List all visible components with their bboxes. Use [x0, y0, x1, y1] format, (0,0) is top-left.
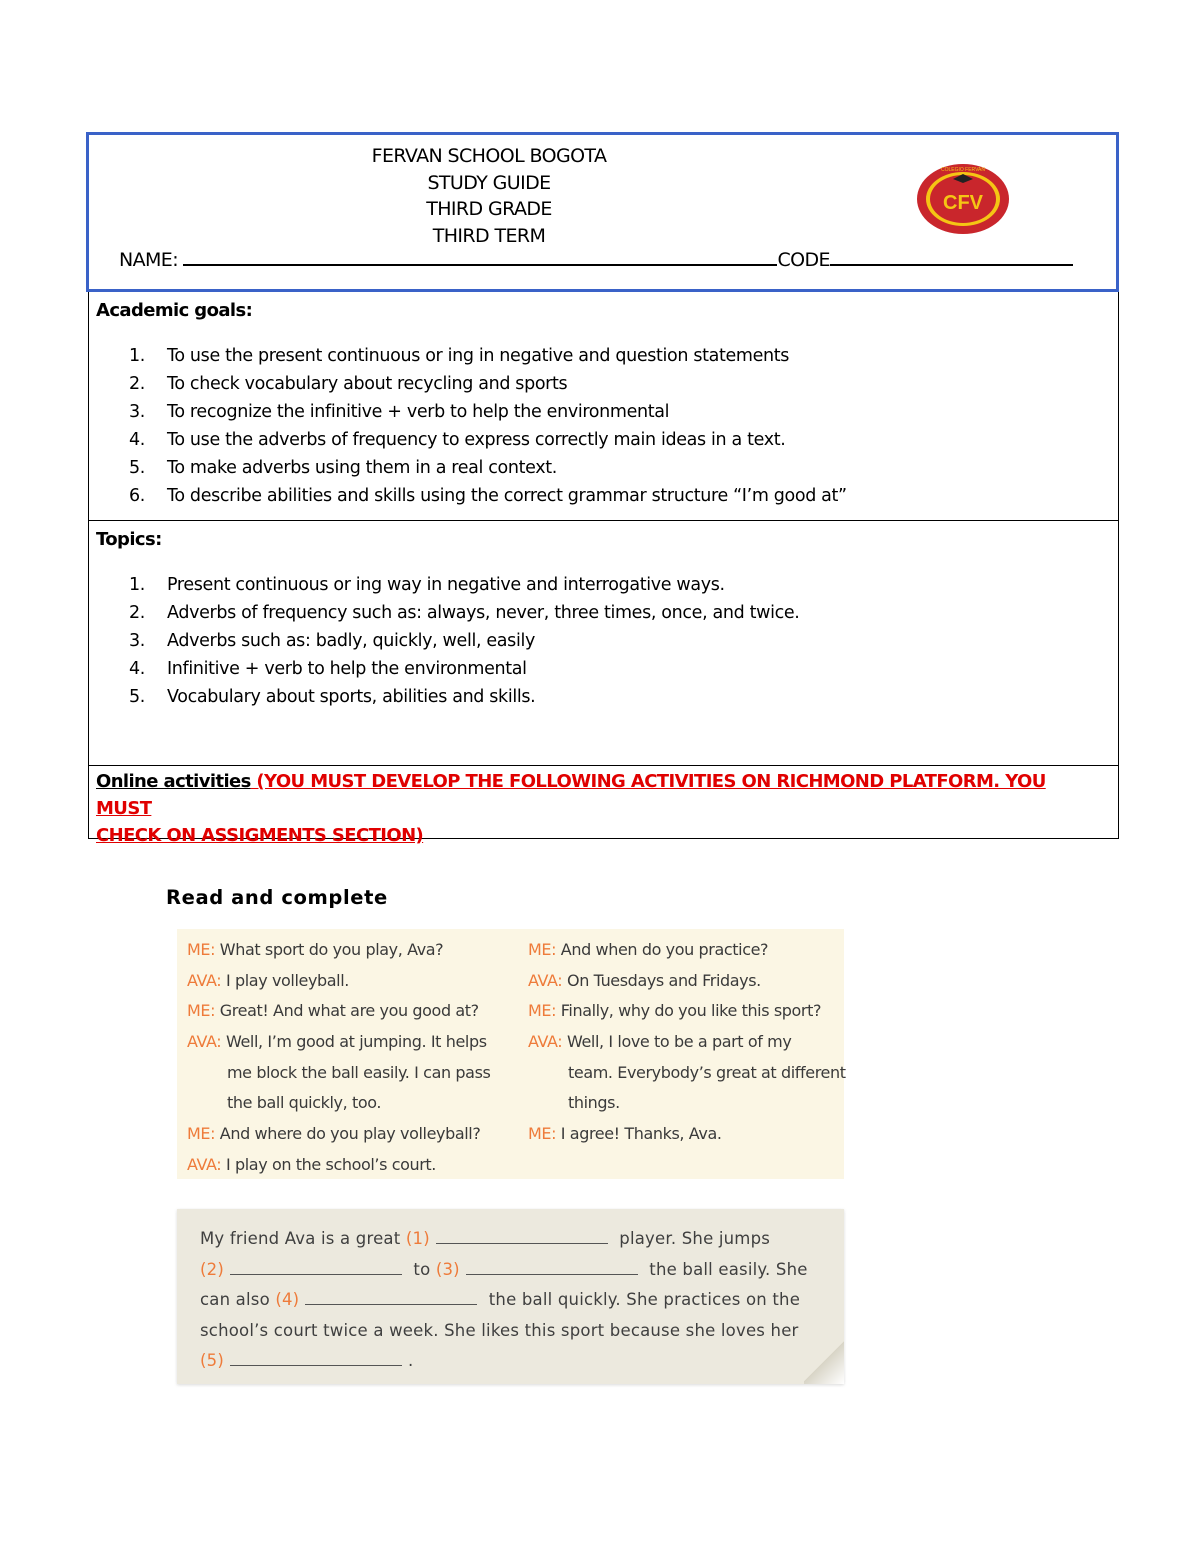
- blank-2[interactable]: [230, 1260, 402, 1275]
- school-name: FERVAN SCHOOL BOGOTA: [371, 145, 607, 167]
- online-activities-label: Online activities: [96, 771, 251, 792]
- list-item: 1. Present continuous or ing way in negative and interrogative ways.: [129, 575, 725, 595]
- list-item: 1. To use the present continuous or ing in negative and question statements: [129, 346, 790, 366]
- page-curl: [804, 1339, 844, 1384]
- dialog-line: AVA: Well, I love to be a part of my: [528, 1032, 792, 1052]
- name-field[interactable]: [183, 248, 777, 266]
- fill-in-text: [200, 1224, 808, 1377]
- logo-text: CFV: [943, 192, 983, 214]
- list-item: 2. Adverbs of frequency such as: always, never, three times, once, and twice.: [129, 603, 800, 623]
- list-item: 3. Adverbs such as: badly, quickly, well, easily: [129, 631, 535, 651]
- code-field[interactable]: [830, 248, 1073, 266]
- school-logo: [917, 163, 1009, 235]
- blank-5[interactable]: [230, 1351, 402, 1366]
- academic-goals-cell: [89, 292, 1118, 521]
- dialog-line: things.: [568, 1093, 620, 1113]
- list-item: 4. Infinitive + verb to help the environmental: [129, 659, 527, 679]
- dialog-line: AVA: I play volleyball.: [187, 970, 349, 990]
- dialog-box: [177, 929, 844, 1179]
- online-activities-cell: [89, 766, 1118, 846]
- dialog-right-column: [528, 935, 846, 1150]
- topics-list: [129, 571, 799, 711]
- online-instruction-1: (YOU MUST DEVELOP THE FOLLOWING ACTIVITIES ON RICHMOND PLATFORM. YOU MUST: [96, 771, 1046, 819]
- dialog-line: team. Everybody’s great at different: [568, 1062, 846, 1082]
- blank-4[interactable]: [305, 1290, 477, 1305]
- blank-3[interactable]: [466, 1260, 638, 1275]
- dialog-line: AVA: I play on the school’s court.: [187, 1154, 436, 1174]
- study-guide-table: [88, 132, 1119, 846]
- name-label: NAME:: [119, 249, 179, 271]
- dialog-line: ME: Great! And what are you good at?: [187, 1001, 479, 1021]
- goals-list: [129, 342, 847, 510]
- name-code-line: [119, 248, 1073, 271]
- dialog-line: ME: And where do you play volleyball?: [187, 1124, 481, 1144]
- list-item: 4. To use the adverbs of frequency to express correctly main ideas in a text.: [129, 430, 786, 450]
- fill-in-box: [177, 1209, 844, 1384]
- dialog-line: ME: And when do you practice?: [528, 940, 769, 959]
- online-activities-text: [96, 768, 1096, 849]
- header-titles: [89, 143, 889, 249]
- fill-line: school’s court twice a week. She likes this sport because she loves her: [200, 1320, 799, 1340]
- dialog-left-column: [187, 935, 490, 1181]
- dialog-line: ME: I agree! Thanks, Ava.: [528, 1124, 722, 1144]
- header-cell: [86, 132, 1119, 292]
- goals-title: Academic goals:: [96, 300, 253, 321]
- fill-line: can also (4) the ball quickly. She practices on the: [200, 1290, 801, 1310]
- exercise-title: Read and complete: [166, 886, 388, 909]
- dialog-line: AVA: Well, I’m good at jumping. It helps: [187, 1032, 487, 1052]
- logo-ring-text: COLEGIO FERVAN: [941, 167, 985, 173]
- dialog-line: ME: Finally, why do you like this sport?: [528, 1001, 822, 1021]
- list-item: 5. To make adverbs using them in a real context.: [129, 458, 557, 478]
- dialog-line: ME: What sport do you play, Ava?: [187, 940, 444, 959]
- code-label: CODE: [777, 249, 830, 271]
- term-title: THIRD TERM: [432, 224, 546, 247]
- grade-title: THIRD GRADE: [426, 198, 552, 220]
- dialog-line: me block the ball easily. I can pass: [227, 1062, 491, 1082]
- list-item: 5. Vocabulary about sports, abilities and skills.: [129, 687, 536, 707]
- list-item: 3. To recognize the infinitive + verb to help the environmental: [129, 402, 670, 422]
- guide-title: STUDY GUIDE: [427, 171, 551, 194]
- list-item: 2. To check vocabulary about recycling and sports: [129, 374, 568, 394]
- fill-line: (5) .: [200, 1351, 414, 1371]
- topics-cell: [89, 521, 1118, 766]
- online-instruction-2: CHECK ON ASSIGMENTS SECTION): [96, 825, 424, 846]
- blank-1[interactable]: [436, 1229, 608, 1244]
- fill-line: (2) to (3) the ball easily. She: [200, 1259, 808, 1279]
- list-item: 6. To describe abilities and skills using the correct grammar structure “I’m good at”: [129, 486, 847, 506]
- fill-line: My friend Ava is a great (1) player. She jumps: [200, 1229, 771, 1248]
- topics-title: Topics:: [96, 529, 162, 550]
- dialog-line: the ball quickly, too.: [227, 1093, 382, 1113]
- dialog-line: AVA: On Tuesdays and Fridays.: [528, 970, 761, 990]
